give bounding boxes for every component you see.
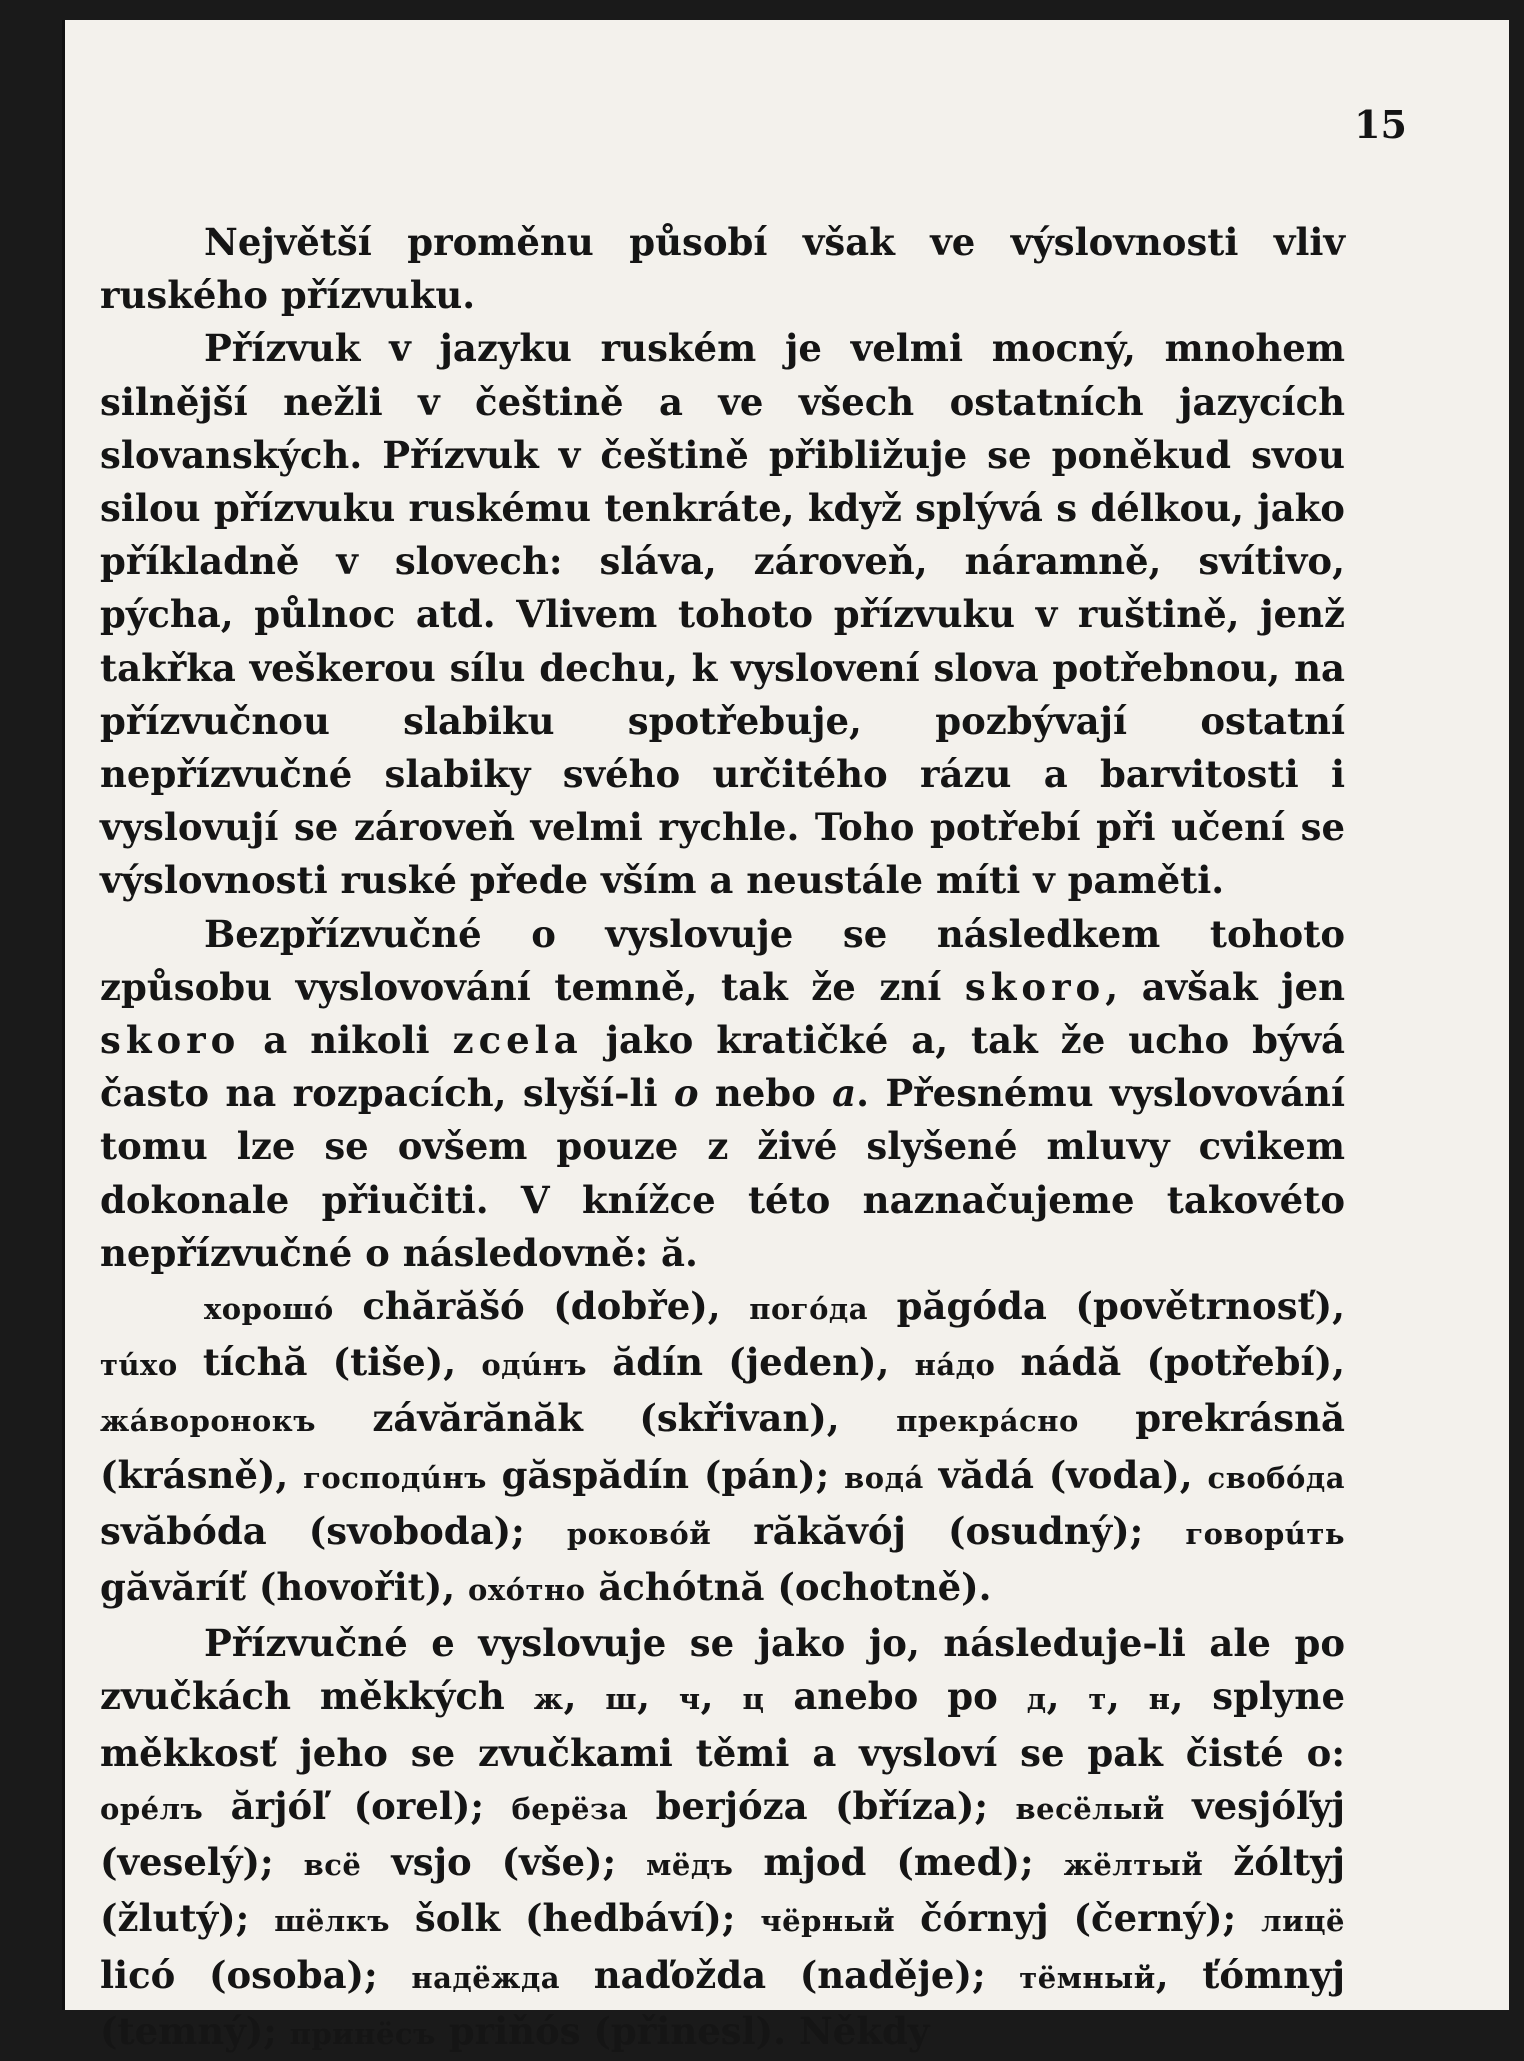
russian-word: шёлкъ bbox=[274, 1904, 390, 1939]
text-run: , ťómnyj (temný); bbox=[100, 1952, 1345, 2053]
russian-word: одúнъ bbox=[481, 1348, 588, 1383]
text-run: vădá (voda), bbox=[923, 1452, 1208, 1497]
russian-word: прекрáсно bbox=[896, 1404, 1079, 1439]
text-run: : bbox=[1331, 1730, 1345, 1775]
russian-word: мёдъ bbox=[646, 1848, 734, 1883]
emphasized-text: e bbox=[431, 1621, 455, 1666]
text-run: , tak že ucho bývá často na rozpacích, slyší-li bbox=[100, 1018, 1345, 1116]
text-run: , následuje-li ale po zvučkách měkkých bbox=[100, 1621, 1345, 1719]
text-run: , bbox=[1046, 1674, 1089, 1719]
text-run: Přízvuk v jazyku ruském je velmi mocný, mnohem silnější nežli v češtině a ve všech ostatních jazycích slovanských. Přízvuk v češtině přibližuje se poněkud svou silou přízvuku ruskému tenkráte, když splývá s délkou, jako příkladně v slovech: sláva, zároveň, náramně, svítivo, pýcha, půlnoc atd. Vlivem tohoto přízvuku v ruštině, jenž takřka veškerou sílu dechu, k vyslovení slova potřebnou, na přízvučnou slabiku spotřebuje, pozbývají ostatní nepřízvučné slabiky svého určitého rázu a barvitosti i vyslovují se zároveň velmi rychle. Toho potřebí při učení se výslovnosti ruské přede vším a neustále míti v paměti. bbox=[100, 326, 1345, 903]
russian-word: т bbox=[1088, 1682, 1107, 1717]
text-run: Přízvučné bbox=[204, 1621, 432, 1666]
emphasized-text: o bbox=[673, 1071, 699, 1116]
russian-word: н bbox=[1148, 1682, 1171, 1717]
text-run: šolk (hedbáví); bbox=[389, 1896, 761, 1941]
text-run: čórnyj (černý); bbox=[895, 1896, 1262, 1941]
paragraph bbox=[100, 322, 1345, 907]
russian-word: свобóда bbox=[1207, 1460, 1345, 1495]
emphasized-text: o bbox=[1306, 1730, 1332, 1775]
russian-word: чёрный bbox=[760, 1904, 896, 1939]
text-run: anebo po bbox=[764, 1674, 1027, 1719]
body-text bbox=[100, 216, 1345, 2061]
russian-word: д bbox=[1026, 1682, 1047, 1717]
text-run: následovně: ă. bbox=[389, 1230, 698, 1275]
text-run: răkăvój (osudný); bbox=[711, 1508, 1186, 1553]
text-run: naďožda (naděje); bbox=[560, 1952, 1020, 1997]
russian-word: принёсъ bbox=[289, 2016, 436, 2051]
emphasized-text: zcela bbox=[452, 1018, 583, 1063]
text-run: Největší proměnu působí však ve výslovnosti vliv ruského přízvuku. bbox=[100, 220, 1345, 318]
text-run: prekrásnă (krásně), bbox=[100, 1396, 1345, 1497]
russian-word: надёжда bbox=[411, 1960, 561, 1995]
text-run: žóltyj (žlutý); bbox=[100, 1840, 1345, 1941]
text-run: , bbox=[637, 1674, 679, 1719]
text-run: Bezpřízvučné bbox=[204, 911, 532, 956]
text-run: a nikoli bbox=[240, 1018, 453, 1063]
emphasized-text: skoro bbox=[964, 964, 1106, 1009]
russian-word: жáворонокъ bbox=[100, 1404, 316, 1439]
text-run: , bbox=[563, 1674, 606, 1719]
text-run: priňós (přinesl). Někdy bbox=[435, 2008, 930, 2053]
emphasized-text: a bbox=[911, 1018, 936, 1063]
text-run: nádă (potřebí), bbox=[995, 1340, 1345, 1385]
text-run: jako kratičké bbox=[582, 1018, 912, 1063]
russian-word: нáдо bbox=[914, 1348, 996, 1383]
russian-word: жёлтый bbox=[1063, 1848, 1204, 1883]
russian-word: берёза bbox=[511, 1791, 629, 1826]
russian-word: тёмный bbox=[1019, 1960, 1156, 1995]
paragraph bbox=[100, 216, 1345, 322]
text-run: , splyne měkkosť jeho se zvučkami těmi a vysloví se pak čisté bbox=[100, 1674, 1345, 1775]
emphasized-text: a bbox=[832, 1071, 857, 1116]
russian-word: роковóй bbox=[566, 1516, 712, 1551]
russian-word: ц bbox=[742, 1682, 765, 1717]
russian-word: весёлый bbox=[1015, 1791, 1165, 1826]
text-run: găvăríť (hovořit), bbox=[100, 1565, 469, 1610]
russian-word: водá bbox=[844, 1460, 924, 1495]
text-run: berjóza (bříza); bbox=[628, 1783, 1016, 1828]
emphasized-text: o bbox=[365, 1230, 390, 1275]
text-run: , bbox=[700, 1674, 743, 1719]
text-run: vyslovuje se následkem tohoto způsobu vyslovování temně, tak že zní bbox=[100, 911, 1345, 1009]
text-run: ăchótnă (ochotně). bbox=[585, 1565, 992, 1610]
russian-word: хорошó bbox=[204, 1292, 334, 1327]
russian-word: ш bbox=[605, 1682, 638, 1717]
russian-word: ч bbox=[678, 1682, 701, 1717]
book-page bbox=[62, 20, 1509, 2053]
text-run: ădín (jeden), bbox=[587, 1340, 915, 1385]
text-run: vesjóľyj (veselý); bbox=[100, 1783, 1345, 1885]
text-run: găspădín (pán); bbox=[486, 1452, 845, 1497]
paragraph bbox=[100, 908, 1345, 1280]
text-run: nebo bbox=[698, 1071, 833, 1116]
text-run: mjod (med); bbox=[733, 1840, 1064, 1885]
text-run: . Přesnému vyslovování tomu lze se ovšem pouze z živé slyšené mluvy cvikem dokonale přiučiti. V knížce této naznačujeme takovéto nepřízvučné bbox=[100, 1071, 1345, 1275]
text-run: svăbóda (svoboda); bbox=[100, 1508, 567, 1553]
text-run: , bbox=[1106, 1674, 1149, 1719]
text-run: licó (osoba); bbox=[100, 1952, 412, 1997]
text-run: , avšak jen bbox=[1105, 964, 1345, 1009]
text-run: závărănăk (skřivan), bbox=[315, 1396, 897, 1441]
text-run: ărjóľ (orel); bbox=[203, 1783, 512, 1828]
emphasized-text: o bbox=[531, 911, 556, 956]
text-run: chărăšó (dobře), bbox=[333, 1284, 750, 1329]
text-run: păgóda (povětrnosť), bbox=[868, 1284, 1346, 1329]
page-number: 15 bbox=[1354, 102, 1407, 147]
russian-word: тúхо bbox=[100, 1348, 178, 1383]
russian-word: opéлъ bbox=[100, 1791, 204, 1826]
russian-word: погóда bbox=[749, 1292, 869, 1327]
russian-word: всё bbox=[303, 1848, 362, 1883]
russian-word: охóтно bbox=[468, 1573, 586, 1608]
russian-word: господúнъ bbox=[303, 1460, 487, 1495]
text-run: vyslovuje se jako bbox=[454, 1621, 869, 1666]
paragraph bbox=[100, 1280, 1345, 1617]
text-run: vsjo (vše); bbox=[361, 1840, 647, 1885]
emphasized-text: jo bbox=[868, 1621, 907, 1666]
russian-word: говорúть bbox=[1185, 1516, 1345, 1551]
russian-word: ж bbox=[533, 1682, 564, 1717]
text-run: tíchă (tiše), bbox=[177, 1340, 482, 1385]
emphasized-text: skoro bbox=[100, 1018, 241, 1063]
russian-word: лицё bbox=[1261, 1904, 1345, 1939]
paragraph bbox=[100, 1617, 1345, 2061]
